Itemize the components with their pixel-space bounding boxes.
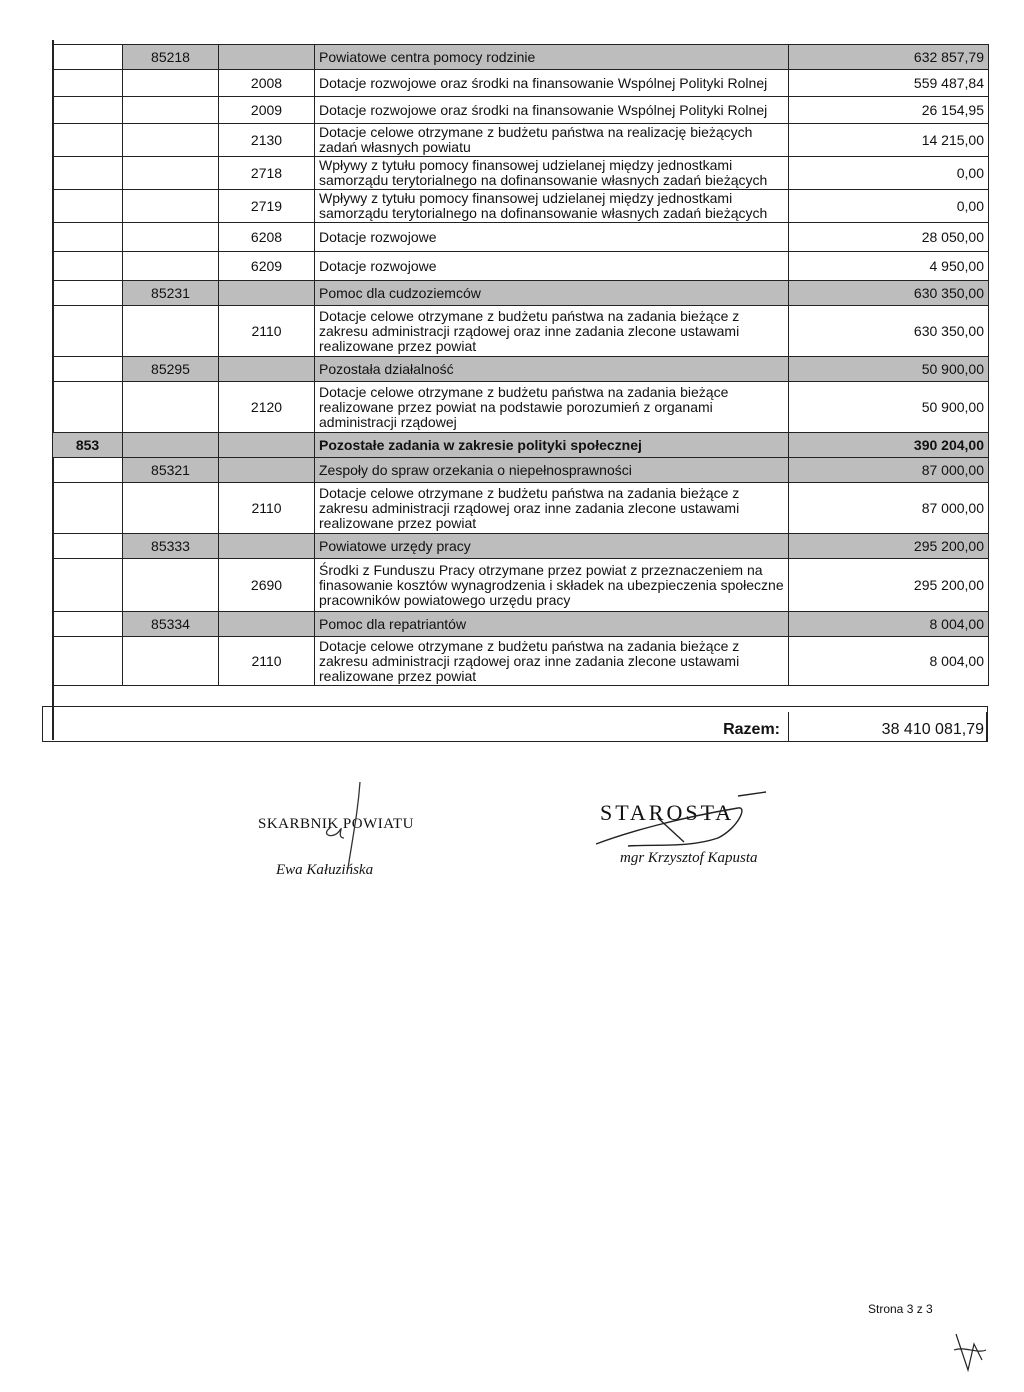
paragraf-code: 2110: [219, 306, 315, 357]
rozdzial-cell: [123, 559, 219, 612]
initials-icon: [950, 1330, 990, 1380]
paragraf-cell: [219, 534, 315, 559]
table-row: [53, 70, 989, 97]
dzial-cell: [53, 70, 123, 97]
table-row: [53, 483, 989, 534]
item-amount: 0,00: [789, 157, 989, 190]
item-description: Dotacje celowe otrzymane z budżetu państwa na zadania bieżące realizowane przez powiat na podstawie porozumień z organami administracji rządowej: [315, 382, 789, 433]
item-description: Wpływy z tytułu pomocy finansowej udzielanej między jednostkami samorządu terytorialnego na dofinansowanie własnych zadań bieżących: [315, 190, 789, 223]
rozdzial-row: [53, 534, 989, 559]
table-row: [53, 252, 989, 281]
rozdzial-row: [53, 281, 989, 306]
rozdzial-name: Powiatowe urzędy pracy: [315, 534, 789, 559]
dzial-cell: [53, 559, 123, 612]
rozdzial-amount: 295 200,00: [789, 534, 989, 559]
starost-signature-icon: [588, 788, 778, 858]
rozdzial-cell: [123, 483, 219, 534]
paragraf-code: 2008: [219, 70, 315, 97]
item-amount: 87 000,00: [789, 483, 989, 534]
table-row: [53, 157, 989, 190]
paragraf-cell: [219, 45, 315, 70]
paragraf-code: 2110: [219, 483, 315, 534]
dzial-cell: [53, 483, 123, 534]
dzial-code: 853: [53, 433, 123, 458]
item-amount: 14 215,00: [789, 124, 989, 157]
paragraf-cell: [219, 458, 315, 483]
paragraf-code: 6208: [219, 223, 315, 252]
table-row: [53, 382, 989, 433]
paragraf-cell: [219, 357, 315, 382]
dzial-cell: [53, 382, 123, 433]
dzial-row: [53, 433, 989, 458]
rozdzial-row: [53, 612, 989, 637]
rozdzial-amount: 8 004,00: [789, 612, 989, 637]
rozdzial-code: 85231: [123, 281, 219, 306]
item-description: Dotacje celowe otrzymane z budżetu państwa na zadania bieżące z zakresu administracji rządowej oraz inne zadania zlecone ustawami realizowane przez powiat: [315, 483, 789, 534]
item-description: Środki z Funduszu Pracy otrzymane przez powiat z przeznaczeniem na finasowanie kosztów wynagrodzenia i składek na ubezpieczenia społeczne pracowników powiatowego urzędu pracy: [315, 559, 789, 612]
item-description: Dotacje rozwojowe: [315, 223, 789, 252]
table-row: [53, 223, 989, 252]
rozdzial-amount: 630 350,00: [789, 281, 989, 306]
dzial-cell: [53, 357, 123, 382]
rozdzial-name: Pozostała działalność: [315, 357, 789, 382]
rozdzial-name: Powiatowe centra pomocy rodzinie: [315, 45, 789, 70]
dzial-cell: [53, 157, 123, 190]
item-amount: 50 900,00: [789, 382, 989, 433]
item-description: Dotacje celowe otrzymane z budżetu państwa na zadania bieżące z zakresu administracji rządowej oraz inne zadania zlecone ustawami realizowane przez powiat: [315, 306, 789, 357]
item-amount: 559 487,84: [789, 70, 989, 97]
treasurer-name: Ewa Kałuzińska: [276, 862, 374, 878]
paragraf-cell: [219, 281, 315, 306]
table-row: [53, 306, 989, 357]
dzial-amount: 390 204,00: [789, 433, 989, 458]
item-description: Dotacje rozwojowe oraz środki na finansowanie Wspólnej Polityki Rolnej: [315, 97, 789, 124]
total-separator: [788, 712, 789, 742]
dzial-cell: [53, 45, 123, 70]
item-description: Dotacje rozwojowe: [315, 252, 789, 281]
paragraf-code: 2130: [219, 124, 315, 157]
rozdzial-cell: [123, 637, 219, 686]
rozdzial-cell: [123, 124, 219, 157]
dzial-cell: [53, 124, 123, 157]
rozdzial-code: 85334: [123, 612, 219, 637]
starost-name: mgr Krzysztof Kapusta: [620, 850, 758, 866]
dzial-cell: [53, 281, 123, 306]
rozdzial-row: [53, 45, 989, 70]
page-number: Strona 3 z 3: [868, 1302, 933, 1316]
treasurer-title: SKARBNIK POWIATU: [258, 816, 414, 832]
item-amount: 4 950,00: [789, 252, 989, 281]
dzial-cell: [53, 534, 123, 559]
budget-table-body: [53, 45, 989, 686]
dzial-cell: [53, 190, 123, 223]
rozdzial-cell: [123, 190, 219, 223]
paragraf-code: 2120: [219, 382, 315, 433]
dzial-cell: [53, 97, 123, 124]
budget-table: [52, 44, 989, 686]
rozdzial-cell: [123, 157, 219, 190]
rozdzial-cell: [123, 97, 219, 124]
paragraf-code: 6209: [219, 252, 315, 281]
dzial-cell: [53, 612, 123, 637]
rozdzial-code: 85295: [123, 357, 219, 382]
starost-title: STAROSTA: [600, 800, 735, 825]
rozdzial-cell: [123, 433, 219, 458]
dzial-cell: [53, 458, 123, 483]
rozdzial-name: Pomoc dla repatriantów: [315, 612, 789, 637]
treasurer-signature-icon: [300, 780, 380, 870]
dzial-name: Pozostałe zadania w zakresie polityki społecznej: [315, 433, 789, 458]
dzial-cell: [53, 223, 123, 252]
item-description: Dotacje rozwojowe oraz środki na finansowanie Wspólnej Polityki Rolnej: [315, 70, 789, 97]
total-label: Razem:: [723, 721, 780, 738]
item-amount: 630 350,00: [789, 306, 989, 357]
paragraf-cell: [219, 433, 315, 458]
rozdzial-amount: 87 000,00: [789, 458, 989, 483]
item-description: Dotacje celowe otrzymane z budżetu państwa na zadania bieżące z zakresu administracji rządowej oraz inne zadania zlecone ustawami realizowane przez powiat: [315, 637, 789, 686]
table-row: [53, 124, 989, 157]
table-row: [53, 190, 989, 223]
rozdzial-amount: 632 857,79: [789, 45, 989, 70]
dzial-cell: [53, 637, 123, 686]
paragraf-code: 2719: [219, 190, 315, 223]
rozdzial-name: Zespoły do spraw orzekania o niepełnosprawności: [315, 458, 789, 483]
rozdzial-code: 85218: [123, 45, 219, 70]
total-value: 38 410 081,79: [881, 721, 984, 738]
item-amount: 28 050,00: [789, 223, 989, 252]
paragraf-cell: [219, 612, 315, 637]
paragraf-code: 2718: [219, 157, 315, 190]
rozdzial-row: [53, 458, 989, 483]
item-amount: 0,00: [789, 190, 989, 223]
paragraf-code: 2690: [219, 559, 315, 612]
rozdzial-cell: [123, 223, 219, 252]
item-description: Dotacje celowe otrzymane z budżetu państwa na realizację bieżących zadań własnych powiatu: [315, 124, 789, 157]
rozdzial-cell: [123, 382, 219, 433]
table-row: [53, 97, 989, 124]
rozdzial-name: Pomoc dla cudzoziemców: [315, 281, 789, 306]
rozdzial-code: 85321: [123, 458, 219, 483]
item-amount: 26 154,95: [789, 97, 989, 124]
table-row: [53, 637, 989, 686]
item-amount: 8 004,00: [789, 637, 989, 686]
item-description: Wpływy z tytułu pomocy finansowej udzielanej między jednostkami samorządu terytorialnego na dofinansowanie własnych zadań bieżących: [315, 157, 789, 190]
rozdzial-amount: 50 900,00: [789, 357, 989, 382]
total-right-rule: [986, 712, 988, 742]
dzial-cell: [53, 252, 123, 281]
rozdzial-cell: [123, 252, 219, 281]
rozdzial-cell: [123, 70, 219, 97]
dzial-cell: [53, 306, 123, 357]
paragraf-code: 2110: [219, 637, 315, 686]
paragraf-code: 2009: [219, 97, 315, 124]
table-row: [53, 559, 989, 612]
rozdzial-code: 85333: [123, 534, 219, 559]
rozdzial-cell: [123, 306, 219, 357]
item-amount: 295 200,00: [789, 559, 989, 612]
rozdzial-row: [53, 357, 989, 382]
